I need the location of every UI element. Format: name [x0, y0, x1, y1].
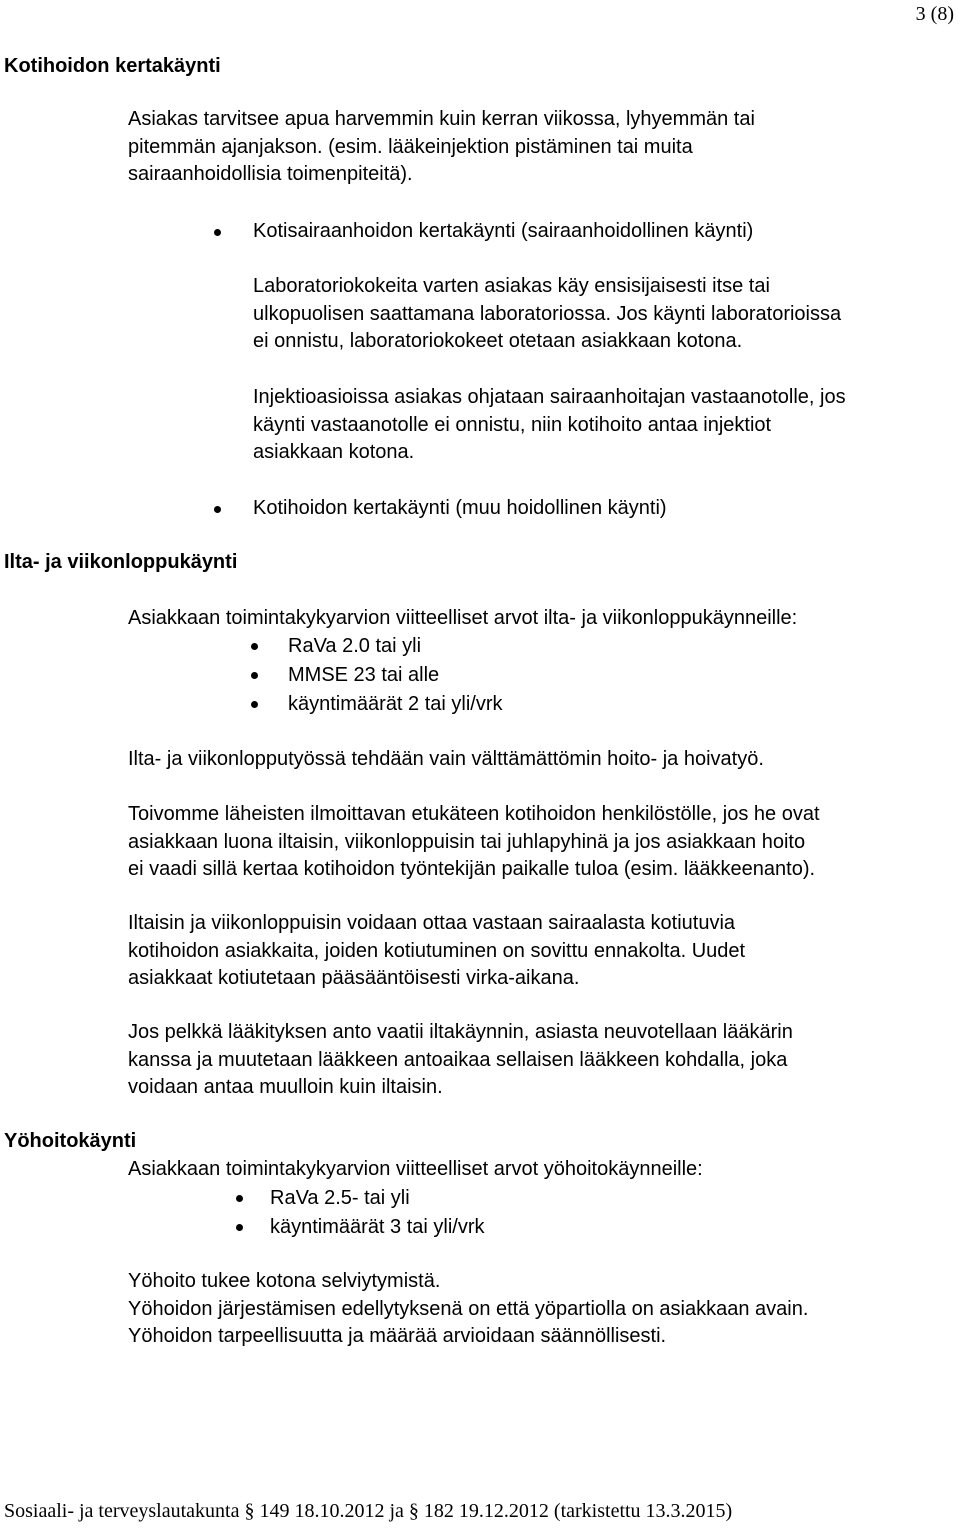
text-line: Toivomme läheisten ilmoittavan etukäteen kotihoidon henkilöstölle, jos he ovat [128, 803, 820, 825]
text-line: Jos pelkkä lääkityksen anto vaatii iltakäynnin, asiasta neuvotellaan lääkärin [128, 1021, 793, 1043]
criteria-item: MMSE 23 tai alle [288, 664, 440, 686]
bullet-icon [251, 643, 258, 650]
injection-paragraph [253, 384, 846, 467]
text-line: voidaan antaa muulloin kuin iltaisin. [128, 1076, 443, 1098]
bullet-kotihoito: Kotihoidon kertakäynti (muu hoidollinen käynti) [253, 497, 667, 519]
text-line: Asiakas tarvitsee apua harvemmin kuin kerran viikossa, lyhyemmän tai [128, 108, 755, 130]
bullet-icon [251, 701, 258, 708]
ilta-criteria-intro: Asiakkaan toimintakykyarvion viitteelliset arvot ilta- ja viikonloppukäynneille: [128, 607, 798, 629]
bullet-kotisairaanhoito: Kotisairaanhoidon kertakäynti (sairaanhoidollinen käynti) [253, 220, 754, 242]
ilta-paragraph-4 [128, 1019, 793, 1102]
bullet-icon [214, 506, 221, 513]
text-line: asiakkaan luona iltaisin, viikonloppuisin tai juhlapyhinä ja jos asiakkaan hoito [128, 830, 806, 853]
criteria-item: RaVa 2.0 tai yli [288, 635, 422, 657]
text-line: ei vaadi sillä kertaa kotihoidon työntekijän paikalle tuloa (esim. lääkkeenanto). [128, 858, 816, 880]
text-line: sairaanhoidollisia toimenpiteitä). [128, 163, 413, 185]
text-line: Yöhoidon järjestämisen edellytyksenä on että yöpartiolla on asiakkaan avain. [128, 1297, 809, 1320]
text-line: Laboratoriokokeita varten asiakas käy ensisijaisesti itse tai [253, 275, 770, 297]
lab-paragraph [253, 273, 841, 356]
kertakaynti-intro [128, 106, 755, 189]
text-line: asiakkaat kotiutetaan pääsääntöisesti virka-aikana. [128, 967, 580, 989]
ilta-paragraph-3 [128, 910, 745, 993]
bullet-icon [251, 672, 258, 679]
section-heading-ilta: Ilta- ja viikonloppukäynti [4, 551, 238, 573]
text-line: ei onnistu, laboratoriokokeet otetaan asiakkaan kotona. [253, 330, 743, 352]
text-line: Yöhoito tukee kotona selviytymistä. [128, 1270, 441, 1292]
footer: Sosiaali- ja terveyslautakunta § 149 18.10.2012 ja § 182 19.12.2012 (tarkistettu 13.3.2015) [4, 1500, 733, 1522]
section-heading-kertakaynti: Kotihoidon kertakäynti [4, 55, 221, 77]
text-line: asiakkaan kotona. [253, 441, 415, 463]
criteria-item: käyntimäärät 2 tai yli/vrk [288, 693, 503, 715]
text-line: ulkopuolisen saattamana laboratoriossa. Jos käynti laboratorioissa [253, 302, 842, 325]
ilta-paragraph-1: Ilta- ja viikonlopputyössä tehdään vain välttämättömin hoito- ja hoivatyö. [128, 748, 764, 770]
bullet-icon [214, 229, 221, 236]
text-line: käynti vastaanotolle ei onnistu, niin kotihoito antaa injektiot [253, 413, 772, 436]
section-heading-yo: Yöhoitokäynti [4, 1130, 137, 1152]
yo-criteria-intro: Asiakkaan toimintakykyarvion viitteelliset arvot yöhoitokäynneille: [128, 1158, 703, 1180]
text-line: Iltaisin ja viikonloppuisin voidaan ottaa vastaan sairaalasta kotiutuvia [128, 912, 736, 934]
criteria-item: käyntimäärät 3 tai yli/vrk [270, 1216, 485, 1238]
text-line: kotihoidon asiakkaita, joiden kotiutuminen on sovittu ennakolta. Uudet [128, 939, 746, 962]
ilta-paragraph-2 [128, 801, 820, 884]
text-line: Yöhoidon tarpeellisuutta ja määrää arvioidaan säännöllisesti. [128, 1325, 667, 1347]
text-line: Injektioasioissa asiakas ohjataan sairaanhoitajan vastaanotolle, jos [253, 386, 846, 408]
yo-closing [128, 1268, 808, 1351]
criteria-item: RaVa 2.5- tai yli [270, 1187, 410, 1209]
bullet-icon [236, 1195, 243, 1202]
page-number: 3 (8) [915, 3, 954, 25]
text-line: kanssa ja muutetaan lääkkeen antoaikaa sellaisen lääkkeen kohdalla, joka [128, 1048, 788, 1071]
bullet-icon [236, 1224, 243, 1231]
text-line: pitemmän ajanjakson. (esim. lääkeinjektion pistäminen tai muita [128, 135, 693, 158]
